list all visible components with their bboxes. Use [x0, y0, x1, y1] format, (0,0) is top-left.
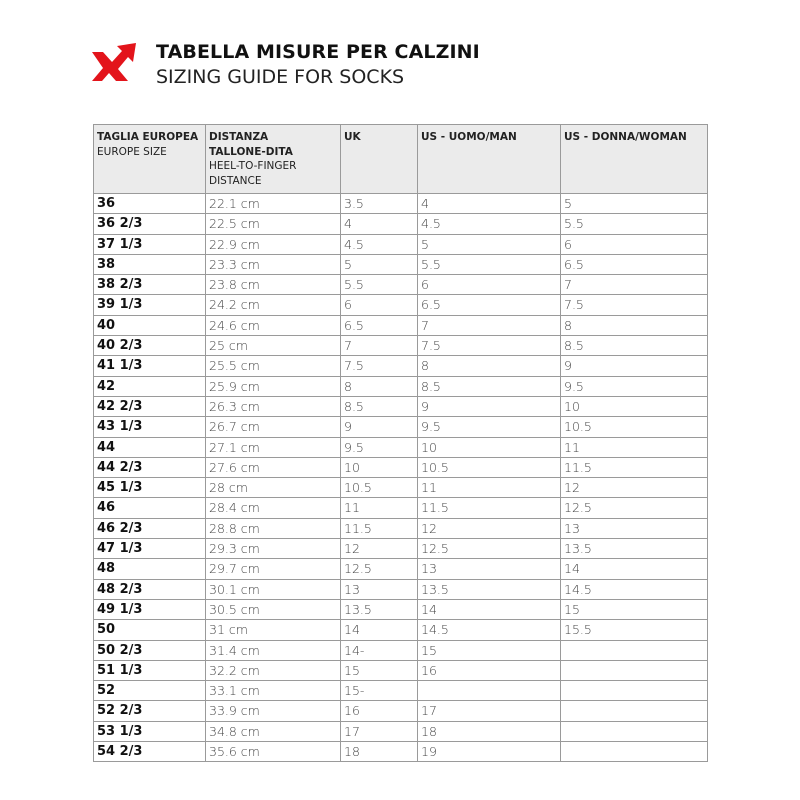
- column-header-us-woman: [561, 125, 708, 194]
- cell-us-woman: [561, 681, 708, 701]
- table-row: [94, 599, 708, 619]
- cell-europe-size: 47 1/3: [94, 539, 206, 559]
- cell-us-woman: 9: [561, 356, 708, 376]
- cell-distance: 28.4 cm: [206, 498, 341, 518]
- cell-distance: 29.3 cm: [206, 539, 341, 559]
- column-title: US - DONNA/WOMAN: [564, 131, 687, 143]
- cell-us-woman: 14.5: [561, 579, 708, 599]
- cell-us-woman: 11.5: [561, 457, 708, 477]
- column-header-europe-size: [94, 125, 206, 194]
- table-row: [94, 457, 708, 477]
- cell-us-man: 5.5: [418, 254, 561, 274]
- cell-uk: 3.5: [341, 194, 418, 214]
- table-row: [94, 417, 708, 437]
- cell-europe-size: 45 1/3: [94, 478, 206, 498]
- table-row: [94, 721, 708, 741]
- cell-us-man: 4: [418, 194, 561, 214]
- cell-distance: 31 cm: [206, 620, 341, 640]
- column-title: TAGLIA EUROPEA: [97, 131, 199, 143]
- table-row: [94, 295, 708, 315]
- cell-europe-size: 40 2/3: [94, 336, 206, 356]
- cell-europe-size: 50 2/3: [94, 640, 206, 660]
- cell-distance: 25.9 cm: [206, 376, 341, 396]
- table-row: [94, 437, 708, 457]
- cell-us-man: 11.5: [418, 498, 561, 518]
- cell-distance: 27.6 cm: [206, 457, 341, 477]
- cell-europe-size: 52: [94, 681, 206, 701]
- cell-distance: 23.8 cm: [206, 275, 341, 295]
- cell-us-man: 12: [418, 518, 561, 538]
- table-row: [94, 701, 708, 721]
- cell-us-man: 4.5: [418, 214, 561, 234]
- table-row: [94, 681, 708, 701]
- cell-distance: 32.2 cm: [206, 660, 341, 680]
- table-row: [94, 498, 708, 518]
- cell-distance: 33.1 cm: [206, 681, 341, 701]
- cell-us-woman: 13: [561, 518, 708, 538]
- cell-uk: 12: [341, 539, 418, 559]
- cell-uk: 15: [341, 660, 418, 680]
- table-row: [94, 478, 708, 498]
- cell-us-woman: [561, 742, 708, 762]
- cell-us-man: 6: [418, 275, 561, 295]
- cell-us-man: 7.5: [418, 336, 561, 356]
- cell-us-woman: 15: [561, 599, 708, 619]
- table-row: [94, 660, 708, 680]
- cell-europe-size: 51 1/3: [94, 660, 206, 680]
- cell-uk: 9.5: [341, 437, 418, 457]
- table-row: [94, 214, 708, 234]
- cell-europe-size: 46: [94, 498, 206, 518]
- cell-europe-size: 41 1/3: [94, 356, 206, 376]
- cell-europe-size: 48: [94, 559, 206, 579]
- cell-us-woman: [561, 721, 708, 741]
- cell-us-woman: 7: [561, 275, 708, 295]
- cell-us-woman: 10: [561, 396, 708, 416]
- cell-uk: 11: [341, 498, 418, 518]
- cell-uk: 18: [341, 742, 418, 762]
- cell-us-man: 19: [418, 742, 561, 762]
- cell-distance: 28.8 cm: [206, 518, 341, 538]
- cell-us-woman: 15.5: [561, 620, 708, 640]
- column-subtitle-line2: DISTANCE: [209, 174, 262, 187]
- table-row: [94, 194, 708, 214]
- table-row: [94, 234, 708, 254]
- cell-us-man: 9.5: [418, 417, 561, 437]
- cell-europe-size: 54 2/3: [94, 742, 206, 762]
- table-row: [94, 315, 708, 335]
- cell-distance: 34.8 cm: [206, 721, 341, 741]
- table-row: [94, 539, 708, 559]
- column-header-uk: [341, 125, 418, 194]
- cell-distance: 30.1 cm: [206, 579, 341, 599]
- cell-uk: 14: [341, 620, 418, 640]
- cell-uk: 4: [341, 214, 418, 234]
- cell-us-man: 12.5: [418, 539, 561, 559]
- table-row: [94, 376, 708, 396]
- cell-us-woman: 7.5: [561, 295, 708, 315]
- cell-us-man: 7: [418, 315, 561, 335]
- cell-distance: 31.4 cm: [206, 640, 341, 660]
- cell-europe-size: 48 2/3: [94, 579, 206, 599]
- cell-europe-size: 36 2/3: [94, 214, 206, 234]
- cell-us-man: 16: [418, 660, 561, 680]
- cell-us-woman: 10.5: [561, 417, 708, 437]
- cell-us-woman: 6.5: [561, 254, 708, 274]
- cell-europe-size: 49 1/3: [94, 599, 206, 619]
- table-row: [94, 620, 708, 640]
- cell-us-woman: 12: [561, 478, 708, 498]
- cell-us-man: 14: [418, 599, 561, 619]
- cell-uk: 8: [341, 376, 418, 396]
- cell-us-man: 10: [418, 437, 561, 457]
- cell-distance: 30.5 cm: [206, 599, 341, 619]
- sizing-table: [93, 124, 708, 762]
- cell-us-man: 17: [418, 701, 561, 721]
- cell-us-man: 13.5: [418, 579, 561, 599]
- cell-uk: 7: [341, 336, 418, 356]
- cell-uk: 13.5: [341, 599, 418, 619]
- cell-distance: 26.7 cm: [206, 417, 341, 437]
- cell-europe-size: 38 2/3: [94, 275, 206, 295]
- cell-europe-size: 44: [94, 437, 206, 457]
- cell-distance: 24.2 cm: [206, 295, 341, 315]
- cell-us-man: 5: [418, 234, 561, 254]
- cell-us-woman: 14: [561, 559, 708, 579]
- cell-distance: 29.7 cm: [206, 559, 341, 579]
- cell-europe-size: 50: [94, 620, 206, 640]
- table-row: [94, 640, 708, 660]
- cell-europe-size: 36: [94, 194, 206, 214]
- cell-distance: 26.3 cm: [206, 396, 341, 416]
- cell-europe-size: 37 1/3: [94, 234, 206, 254]
- column-header-us-man: [418, 125, 561, 194]
- cell-uk: 11.5: [341, 518, 418, 538]
- cell-europe-size: 46 2/3: [94, 518, 206, 538]
- cell-us-woman: 8: [561, 315, 708, 335]
- cell-us-man: 13: [418, 559, 561, 579]
- column-title-line2: TALLONE-DITA: [209, 145, 293, 158]
- cell-us-man: 8: [418, 356, 561, 376]
- cell-distance: 22.5 cm: [206, 214, 341, 234]
- cell-distance: 35.6 cm: [206, 742, 341, 762]
- table-row: [94, 396, 708, 416]
- cell-us-man: 18: [418, 721, 561, 741]
- cell-us-woman: 8.5: [561, 336, 708, 356]
- column-subtitle-line1: HEEL-TO-FINGER: [209, 160, 297, 172]
- cell-us-woman: 6: [561, 234, 708, 254]
- cell-us-woman: 11: [561, 437, 708, 457]
- cell-uk: 6.5: [341, 315, 418, 335]
- brand-logo-icon: [92, 42, 138, 82]
- cell-us-man: 6.5: [418, 295, 561, 315]
- cell-distance: 33.9 cm: [206, 701, 341, 721]
- cell-distance: 24.6 cm: [206, 315, 341, 335]
- cell-uk: 13: [341, 579, 418, 599]
- cell-uk: 7.5: [341, 356, 418, 376]
- cell-distance: 28 cm: [206, 478, 341, 498]
- table-row: [94, 518, 708, 538]
- cell-europe-size: 52 2/3: [94, 701, 206, 721]
- cell-uk: 16: [341, 701, 418, 721]
- column-title: US - UOMO/MAN: [421, 131, 517, 143]
- cell-us-woman: 13.5: [561, 539, 708, 559]
- cell-us-woman: 12.5: [561, 498, 708, 518]
- cell-europe-size: 42 2/3: [94, 396, 206, 416]
- cell-distance: 22.9 cm: [206, 234, 341, 254]
- cell-distance: 25.5 cm: [206, 356, 341, 376]
- cell-uk: 4.5: [341, 234, 418, 254]
- cell-us-man: 11: [418, 478, 561, 498]
- cell-europe-size: 42: [94, 376, 206, 396]
- table-row: [94, 579, 708, 599]
- cell-uk: 8.5: [341, 396, 418, 416]
- cell-distance: 25 cm: [206, 336, 341, 356]
- cell-europe-size: 38: [94, 254, 206, 274]
- cell-europe-size: 40: [94, 315, 206, 335]
- cell-us-woman: 5.5: [561, 214, 708, 234]
- table-body: [94, 194, 708, 762]
- cell-us-man: 10.5: [418, 457, 561, 477]
- cell-uk: 10.5: [341, 478, 418, 498]
- table-row: [94, 559, 708, 579]
- cell-uk: 15-: [341, 681, 418, 701]
- table-row: [94, 254, 708, 274]
- cell-uk: 5.5: [341, 275, 418, 295]
- cell-uk: 14-: [341, 640, 418, 660]
- cell-us-woman: [561, 701, 708, 721]
- column-subtitle: EUROPE SIZE: [97, 145, 167, 158]
- table-row: [94, 275, 708, 295]
- cell-uk: 9: [341, 417, 418, 437]
- cell-us-man: 9: [418, 396, 561, 416]
- column-title: UK: [344, 131, 361, 143]
- table-row: [94, 336, 708, 356]
- column-title-line1: DISTANZA: [209, 131, 269, 143]
- cell-distance: 23.3 cm: [206, 254, 341, 274]
- cell-us-woman: 5: [561, 194, 708, 214]
- cell-us-man: 14.5: [418, 620, 561, 640]
- cell-uk: 10: [341, 457, 418, 477]
- cell-us-man: [418, 681, 561, 701]
- cell-uk: 5: [341, 254, 418, 274]
- cell-uk: 12.5: [341, 559, 418, 579]
- cell-us-man: 8.5: [418, 376, 561, 396]
- cell-us-woman: [561, 640, 708, 660]
- cell-uk: 17: [341, 721, 418, 741]
- table-row: [94, 356, 708, 376]
- column-header-distance: [206, 125, 341, 194]
- cell-europe-size: 43 1/3: [94, 417, 206, 437]
- page-subtitle: SIZING GUIDE FOR SOCKS: [156, 66, 405, 88]
- cell-us-woman: [561, 660, 708, 680]
- table-header-row: [94, 125, 708, 194]
- cell-us-man: 15: [418, 640, 561, 660]
- cell-europe-size: 39 1/3: [94, 295, 206, 315]
- page-title: TABELLA MISURE PER CALZINI: [156, 41, 480, 63]
- cell-uk: 6: [341, 295, 418, 315]
- cell-europe-size: 44 2/3: [94, 457, 206, 477]
- cell-distance: 27.1 cm: [206, 437, 341, 457]
- table-row: [94, 742, 708, 762]
- cell-distance: 22.1 cm: [206, 194, 341, 214]
- cell-us-woman: 9.5: [561, 376, 708, 396]
- cell-europe-size: 53 1/3: [94, 721, 206, 741]
